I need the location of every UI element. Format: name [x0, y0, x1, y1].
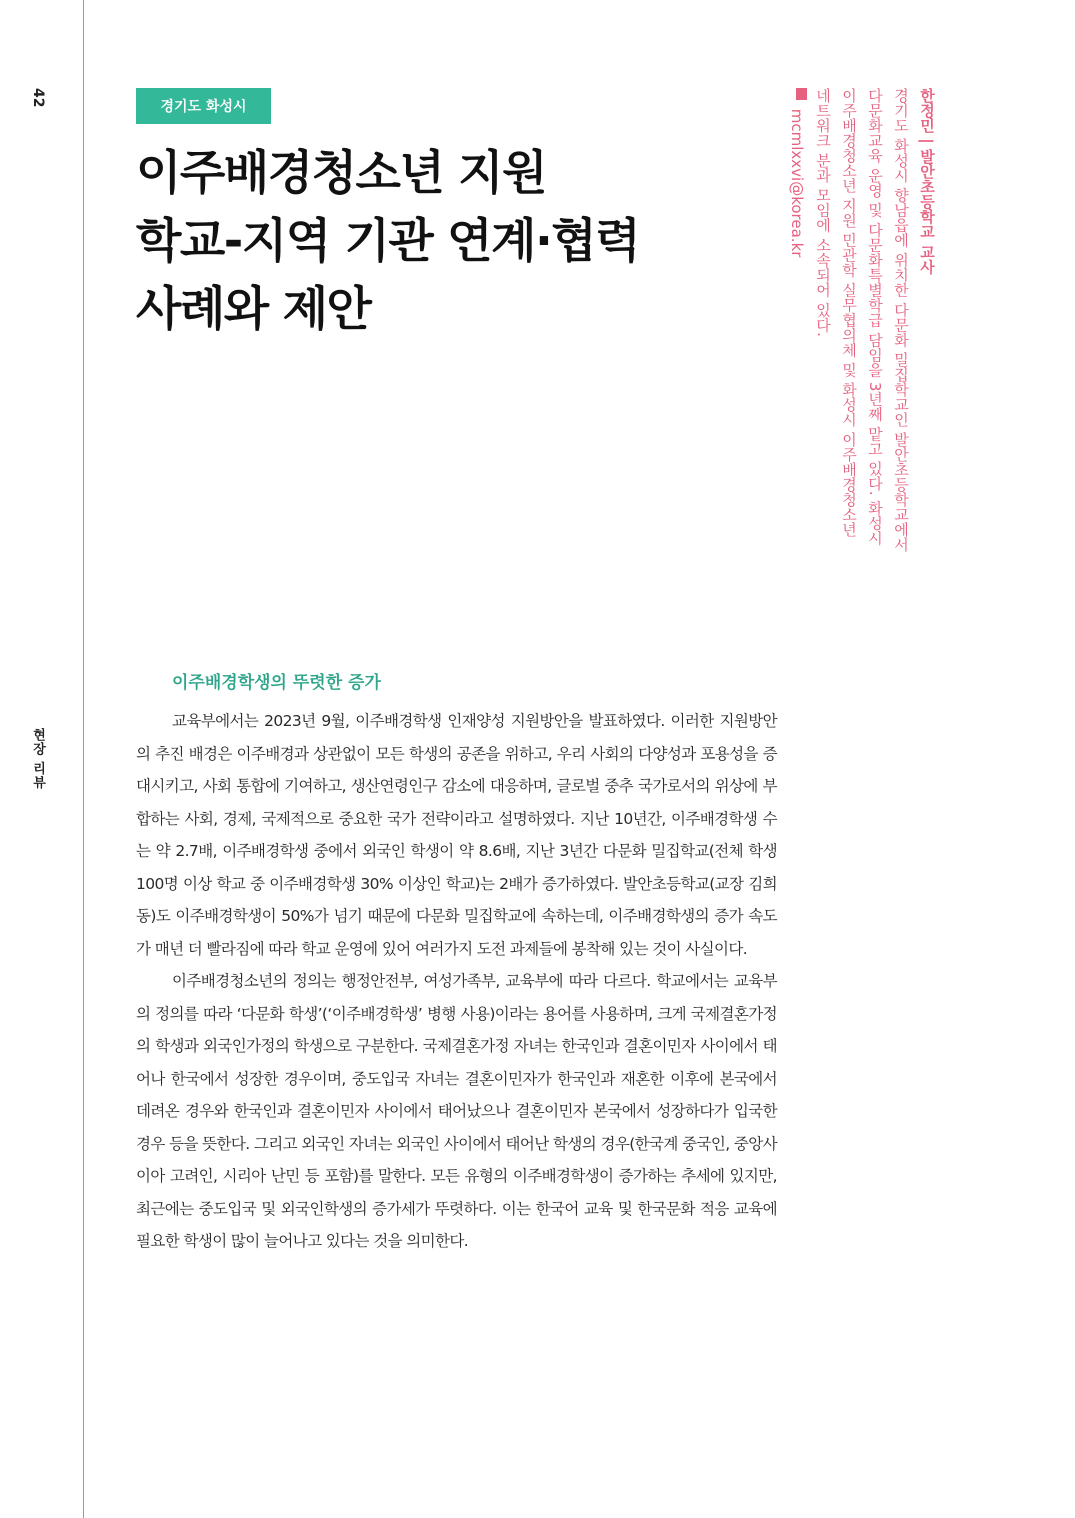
region-tag: 경기도 화성시	[136, 88, 271, 124]
author-bio-line: 다문화교육 운영 및 다문화특별학급 담임을 3년째 맡고 있다. 화성시	[866, 88, 884, 546]
author-separator: |	[918, 138, 936, 144]
body-paragraph: 이주배경청소년의 정의는 행정안전부, 여성가족부, 교육부에 따라 다르다. 학교에서는 교육부의 정의를 따라 ‘다문화 학생’(‘이주배경학생’ 병행 사용)이라는 용어를 사용하며, 크게 국제결혼가정의 학생과 외국인가정의 학생으로 구분한다. 국제결혼가정 자녀는 한국인과 결혼이민자 사이에서 태어나 한국에서 성장한 경우이며, 중도입국 자녀는 결혼이민자가 한국인과 재혼한 이후에 본국에서 데려온 경우와 한국인과 결혼이민자 사이에서 태어났으나 결혼이민자 본국에서 성장하다가 입국한 경우 등을 뜻한다. 그리고 외국인 자녀는 외국인 사이에서 태어난 학생의 경우(한국계 중국인, 중앙사이아 고려인, 시리아 난민 등 포함)를 말한다. 모든 유형의 이주배경학생이 증가하는 추세에 있지만, 최근에는 중도입국 및 외국인학생의 증가세가 뚜렷하다. 이는 한국어 교육 및 한국문화 적응 교육에 필요한 학생이 많이 늘어나고 있다는 것을 의미한다.	[136, 972, 777, 1250]
author-heading	[914, 88, 940, 558]
body-paragraph: 교육부에서는 2023년 9월, 이주배경학생 인재양성 지원방안을 발표하였다. 이러한 지원방안의 추진 배경은 이주배경과 상관없이 모든 학생의 공존을 위하고, 우리 사회의 다양성과 포용성을 증대시키고, 사회 통합에 기여하고, 생산연령인구 감소에 대응하며, 글로벌 중추 국가로서의 위상에 부합하는 사회, 경제, 국제적으로 중요한 국가 전략이라고 설명하였다. 지난 10년간, 이주배경학생 수는 약 2.7배, 이주배경학생 중에서 외국인 학생이 약 8.6배, 지난 3년간 다문화 밀집학교(전체 학생 100명 이상 학교 중 이주배경학생 30% 이상인 학교)는 2배가 증가하였다. 발안초등학교(교장 김희동)도 이주배경학생이 50%가 넘기 때문에 다문화 밀집학교에 속하는데, 이주배경학생의 증가 속도가 매년 더 빨라짐에 따라 학교 운영에 있어 여러가지 도전 과제들에 봉착해 있는 것이 사실이다.	[136, 712, 777, 958]
title-line: 사례와 제안	[136, 282, 371, 337]
author-name: 한정민	[918, 88, 936, 133]
author-bio-line: 네트워크 분과 모임에 소속되어 있다.	[814, 88, 832, 337]
author-email[interactable]: mcmlxxvi@korea.kr	[788, 108, 806, 258]
mail-icon	[796, 88, 807, 100]
section-label: 현장 리뷰	[30, 728, 45, 790]
author-email-row	[784, 88, 810, 558]
title-line: 이주배경청소년 지원	[136, 146, 546, 201]
margin-divider	[83, 0, 84, 1518]
section-subheading: 이주배경학생의 뚜렷한 증가	[172, 673, 381, 693]
author-bio-line: 경기도 화성시 향남읍에 위치한 다문화 밀집학교인 발안초등학교에서	[892, 88, 910, 552]
author-affiliation: 발안초등학교 교사	[918, 148, 936, 275]
article-body	[136, 705, 777, 1258]
author-info	[780, 88, 940, 558]
article-title	[136, 140, 776, 344]
author-bio-line: 이주배경청소년 지원 민관학 실무협의체 및 화성시 이주배경청소년	[840, 88, 858, 537]
page-number: 42	[30, 88, 46, 108]
title-line: 학교-지역 기관 연계·협력	[136, 214, 640, 269]
